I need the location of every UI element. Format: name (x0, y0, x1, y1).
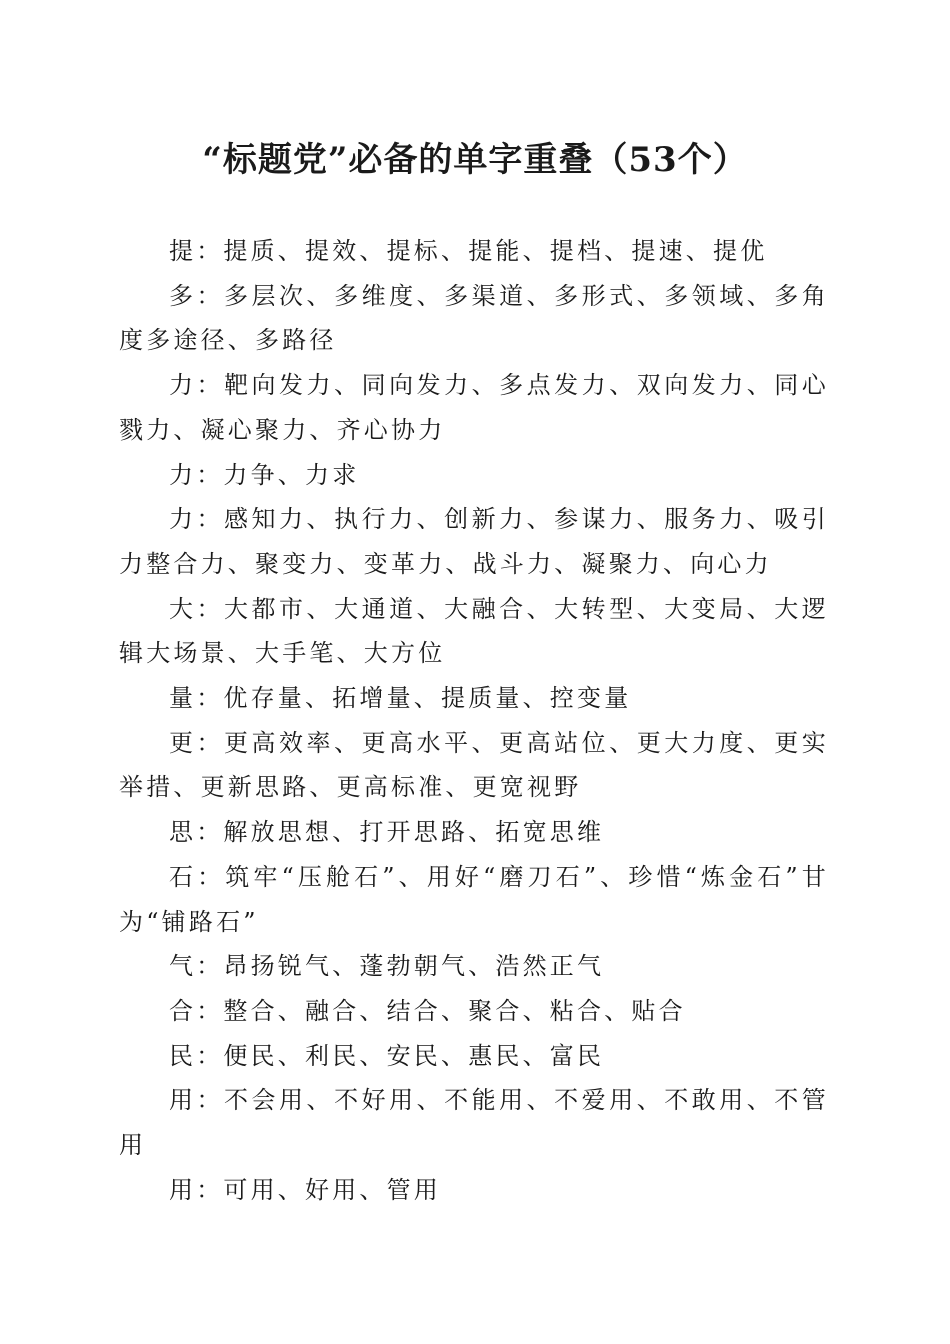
paragraph: 合：整合、融合、结合、聚合、粘合、贴合 (169, 996, 686, 1025)
paragraph: 思：解放思想、打开思路、拓宽思维 (169, 818, 605, 847)
paragraph: 多：多层次、多维度、多渠道、多形式、多领域、多角度多途径、多路径 (119, 281, 829, 355)
paragraph: 石：筑牢“压舱石”、用好“磨刀石”、珍惜“炼金石”甘为“铺路石” (119, 862, 829, 936)
document-body (119, 229, 829, 1212)
paragraph: 力：靶向发力、同向发力、多点发力、双向发力、同心戮力、凝心聚力、齐心协力 (119, 371, 829, 444)
paragraph: 量：优存量、拓增量、提质量、控变量 (169, 684, 632, 713)
paragraph: 用：可用、好用、管用 (169, 1175, 441, 1204)
paragraph: 气：昂扬锐气、蓬勃朝气、浩然正气 (169, 952, 605, 981)
document-title: “标题党”必备的单字重叠（53个） (202, 140, 748, 180)
paragraph: 民：便民、利民、安民、惠民、富民 (169, 1041, 605, 1070)
paragraph: 力：感知力、执行力、创新力、参谋力、服务力、吸引力整合力、聚变力、变革力、战斗力、凝聚力、向心力 (119, 505, 829, 578)
paragraph: 力：力争、力求 (169, 460, 360, 489)
paragraph: 大：大都市、大通道、大融合、大转型、大变局、大逻辑大场景、大手笔、大方位 (119, 594, 829, 668)
paragraph: 提：提质、提效、提标、提能、提档、提速、提优 (169, 237, 768, 265)
paragraph: 用：不会用、不好用、不能用、不爱用、不敢用、不管用 (119, 1086, 829, 1160)
paragraph: 更：更高效率、更高水平、更高站位、更大力度、更实举措、更新思路、更高标准、更宽视野 (119, 728, 829, 802)
